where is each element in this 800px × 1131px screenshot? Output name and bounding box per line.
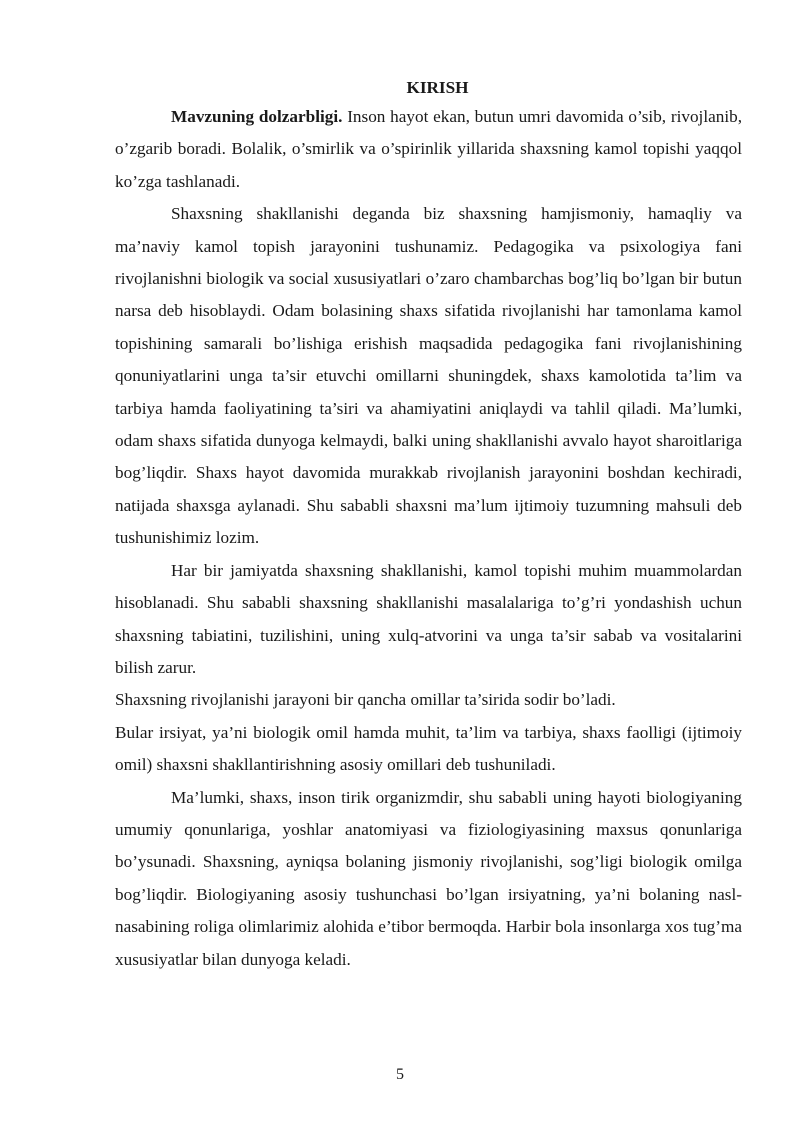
page-number: 5	[396, 1066, 404, 1083]
document-page	[115, 75, 742, 976]
paragraph: Har bir jamiyatda shaxsning shakllanishi, kamol topishi muhim muammolardan hisoblanadi. Shu sababli shaxsning shakllanishi masalalariga to’g’ri yondashish uchun shaxsning tabiatini, tuzilishini, uning xulq-atvorini va unga ta’sir sabab va vositalarini bilish zarur.	[115, 560, 742, 677]
paragraph-text: Inson hayot ekan, butun umri davomida o’sib, rivojlanib, o’zgarib boradi. Bolalik, o’smirlik va o’spirinlik yillarida shaxsning kamol topishi yaqqol ko’zga tashlanadi.	[115, 107, 743, 191]
paragraph: Ma’lumki, shaxs, inson tirik organizmdir, shu sababli uning hayoti biologiyaning umumiy qonunlariga, yoshlar anatomiyasi va fiziologiyasining maxsus qonunlariga bo’ysunadi. Shaxsning, ayniqsa bolaning jismoniy rivojlanishi, sog’ligi biologik omilga bog’liqdir. Biologiyaning asosiy tushunchasi bo’lgan irsiyatning, ya’ni bolaning nasl-nasabining roliga olimlarimiz alohida e’tibor bermoqda. Harbir bola insonlarga xos tug’ma xususiyatlar bilan dunyoga keladi.	[115, 787, 742, 969]
paragraph-lead: Mavzuning dolzarbligi.	[171, 107, 343, 126]
paragraph: Shaxsning rivojlanishi jarayoni bir qancha omillar ta’sirida sodir bo’ladi.	[115, 690, 616, 710]
paragraph: Shaxsning shakllanishi deganda biz shaxsning hamjismoniy, hamaqliy va ma’naviy kamol topish jarayonini tushunamiz. Pedagogika va psixologiya fani rivojlanishni biologik va social xususiyatlari o’zaro chambarchas bog’liq bo’lgan bir butun narsa deb hisoblaydi. Odam bolasining shaxs sifatida rivojlanishi har tamonlama kamol topishining samarali bo’lishiga erishish maqsadida pedagogika fani rivojlanishining qonuniyatlarini unga ta’sir etuvchi omillarni shuningdek, shaxs kamolotida ta’lim va tarbiya hamda faoliyatining ta’siri va ahamiyatini aniqlaydi va tahlil qiladi. Ma’lumki, odam shaxs sifatida dunyoga kelmaydi, balki uning shakllanishi avvalo hayot sharoitlariga bog’liqdir. Shaxs hayot davomida murakkab rivojlanish jarayonini boshdan kechiradi, natijada shaxsga aylanadi. Shu sababli shaxsni ma’lum ijtimoiy tuzumning mahsuli deb tushunishimiz lozim.	[115, 204, 742, 548]
paragraph-relevance	[115, 101, 742, 198]
section-title: KIRISH	[406, 78, 469, 97]
paragraph: Bular irsiyat, ya’ni biologik omil hamda muhit, ta’lim va tarbiya, shaxs faolligi (ijtimoiy omil) shaxsni shakllantirishning asosiy omillari deb tushuniladi.	[115, 722, 742, 775]
